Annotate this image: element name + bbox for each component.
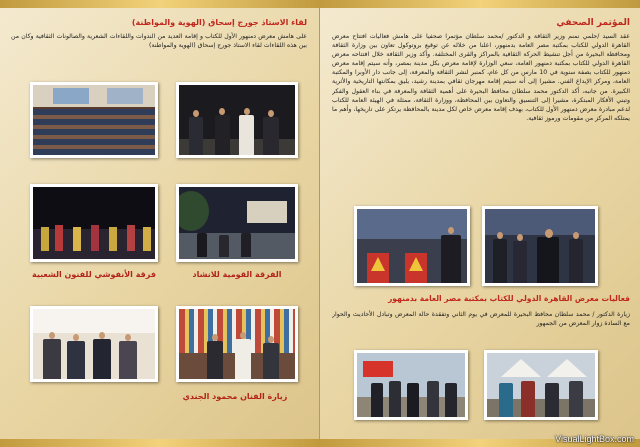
- artist-visit-caption: زيارة الفنان محمود الجندي: [182, 392, 288, 401]
- fair-visitors-photo: [484, 350, 598, 420]
- seminar-hall-photo: [30, 82, 158, 158]
- governor-speech-photo: [482, 206, 598, 286]
- left-top-band: [0, 0, 319, 8]
- artist-bookstore-photo: [176, 306, 298, 382]
- national-chant-troupe-photo: [176, 184, 298, 262]
- press-conference-body: عقد السيد /حلمي نمنم وزير الثقافة و الدكتور /محمد سلطان مؤتمرا صحفيا على هامش فعاليات افتتاح معرض القاهرة الدولي للكتاب بمكتبة مصر العامة بدمنهور، اعلنا من خلاله عن توقيع بروتوكول تعاون بين وزارة الثقافة ومحافظة البحيرة من أجل تنشيط الحركة الثقافية بالمراكز والقرى المختلفة. وأكد وزير الثقافة خلال افتتاحه معرض القاهرة الدولي للكتاب بمكتبة دمنهور العامة، سعي الوزارة لإقامة معرض بكل مدينة بمصر، وأنه سيتم إقامة معرض دمنهور للكتاب بصفة سنوية في 10 مارس من كل عام، كمنبر لنشر الثقافة والمعرفة، إلى جانب دار الأوبرا والمكتبة العامة، ومركز الإبداع الفني. مشيرا إلى أنه سيتم إقامة مهرجان ثقافي بمدينة رشيد، يليق بمكانتها التاريخية والأثرية الكبيرة. من جانبه، أكد الدكتور محمد سلطان محافظ البحيرة على أهمية الثقافة والمعرفة في بناء العقول والفكر وتبني الأفكار المبتكرة، مشيرا إلى التنسيق والتعاون بين المحافظة، ووزارة الثقافة، ممثلة في الهيئة العامة للكتاب لدعم مبادرة معرض دمنهور الأول للكتاب، بهدف إقامة معرض خاص لكل مدينة بالمحافظة يرتكز على تاريخها، وأهم ما يمتلكه المركز من مقومات ورموز ثقافية.: [332, 33, 630, 122]
- folk-arts-caption: فرقة الأنفوشي للفنون الشعبية: [31, 270, 157, 279]
- national-chant-caption: الفرقة القومية للانشاد: [192, 270, 282, 279]
- george-ishak-title: لقاء الاستاذ جورج إسحاق (الهوية والمواطنة): [131, 18, 307, 27]
- right-page: [320, 0, 640, 447]
- book-fair-activities-body: زيارة الدكتور / محمد سلطان محافظ البحيرة للمعرض في يوم الثاني وتفقدة حالة المعرض وتبادل الأحاديث والحوار مع السادة زوار المعرض من الجمهور: [332, 311, 630, 328]
- left-bottom-band: [0, 439, 319, 447]
- book-fair-activities-title: فعاليات معرض القاهرة الدولي للكتاب بمكتبة مصر العامة بدمنهور: [387, 294, 630, 303]
- governor-tour-photo: [354, 350, 468, 420]
- watermark: VisualLightBox.com: [555, 434, 634, 444]
- artist-group-photo: [30, 306, 158, 382]
- george-ishak-body: على هامش معرض دمنهور الأول للكتاب و إقامة العديد من الندوات واللقاءات الشعرية والصالونات الثقافية وكان من بين هذه اللقاءات لقاء الاستاذ جورج إسحاق (الهوية والمواطنة): [11, 33, 307, 50]
- george-ishak-photo: [176, 82, 298, 158]
- minister-podium-photo: [354, 206, 470, 286]
- folk-arts-troupe-photo: [30, 184, 158, 262]
- press-conference-title: المؤتمر الصحفي: [556, 18, 630, 28]
- right-top-band: [320, 0, 640, 8]
